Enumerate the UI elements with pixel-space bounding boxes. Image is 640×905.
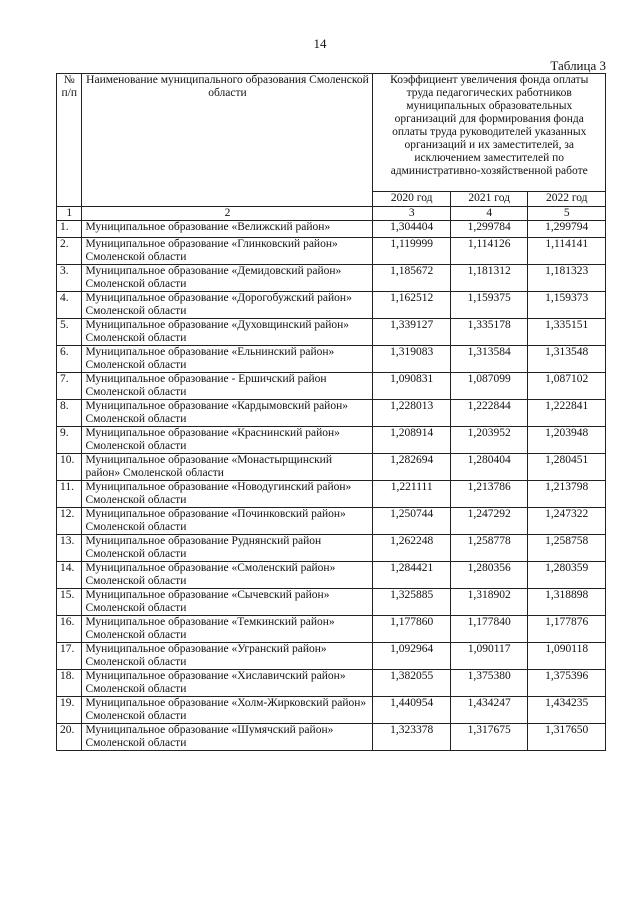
value-2021: 1,181312 <box>450 265 528 292</box>
value-2022: 1,280451 <box>528 454 606 481</box>
header-coefficient: Коэффициент увеличения фонда оплаты труда педагогических работников муниципальных образовательных организаций для формирования фонда оплаты труда руководителей указанных организаций и их заместителей, за исключением заместителей по административно-хозяйственной работе <box>373 74 606 192</box>
row-number: 7. <box>57 373 82 400</box>
value-2022: 1,299794 <box>528 221 606 238</box>
column-number: 2 <box>82 207 373 221</box>
value-2020: 1,185672 <box>373 265 451 292</box>
municipality-name: Муниципальное образование «Кардымовский район» Смоленской области <box>82 400 373 427</box>
header-year-2021: 2021 год <box>450 192 528 207</box>
row-number: 14. <box>57 562 82 589</box>
value-2020: 1,228013 <box>373 400 451 427</box>
value-2020: 1,092964 <box>373 643 451 670</box>
municipality-name: Муниципальное образование «Ельнинский район» Смоленской области <box>82 346 373 373</box>
value-2022: 1,181323 <box>528 265 606 292</box>
row-number: 4. <box>57 292 82 319</box>
value-2021: 1,159375 <box>450 292 528 319</box>
value-2022: 1,177876 <box>528 616 606 643</box>
table-row <box>57 319 606 346</box>
value-2020: 1,304404 <box>373 221 451 238</box>
municipality-name: Муниципальное образование «Краснинский район» Смоленской области <box>82 427 373 454</box>
row-number: 3. <box>57 265 82 292</box>
value-2022: 1,280359 <box>528 562 606 589</box>
row-number: 6. <box>57 346 82 373</box>
value-2020: 1,090831 <box>373 373 451 400</box>
value-2022: 1,213798 <box>528 481 606 508</box>
header-num: № п/п <box>57 74 82 207</box>
header-year-2022: 2022 год <box>528 192 606 207</box>
table-row <box>57 616 606 643</box>
municipality-name: Муниципальное образование «Духовщинский район» Смоленской области <box>82 319 373 346</box>
value-2021: 1,213786 <box>450 481 528 508</box>
row-number: 20. <box>57 724 82 751</box>
value-2020: 1,208914 <box>373 427 451 454</box>
municipality-name: Муниципальное образование «Дорогобужский район» Смоленской области <box>82 292 373 319</box>
value-2020: 1,250744 <box>373 508 451 535</box>
table-row <box>57 221 606 238</box>
row-number: 1. <box>57 221 82 238</box>
table-row <box>57 670 606 697</box>
value-2021: 1,313584 <box>450 346 528 373</box>
value-2020: 1,221111 <box>373 481 451 508</box>
table-row <box>57 724 606 751</box>
municipality-name: Муниципальное образование «Холм-Жирковский район» Смоленской области <box>82 697 373 724</box>
value-2021: 1,280356 <box>450 562 528 589</box>
table-row <box>57 400 606 427</box>
row-number: 13. <box>57 535 82 562</box>
municipality-name: Муниципальное образование «Глинковский район» Смоленской области <box>82 238 373 265</box>
value-2020: 1,440954 <box>373 697 451 724</box>
municipality-name: Муниципальное образование «Демидовский район» Смоленской области <box>82 265 373 292</box>
value-2020: 1,325885 <box>373 589 451 616</box>
municipality-name: Муниципальное образование Руднянский район Смоленской области <box>82 535 373 562</box>
column-number: 1 <box>57 207 82 221</box>
table-body <box>57 221 606 751</box>
value-2021: 1,434247 <box>450 697 528 724</box>
municipality-name: Муниципальное образование «Починковский район» Смоленской области <box>82 508 373 535</box>
column-number: 5 <box>528 207 606 221</box>
value-2021: 1,203952 <box>450 427 528 454</box>
row-number: 16. <box>57 616 82 643</box>
table-row <box>57 427 606 454</box>
value-2020: 1,382055 <box>373 670 451 697</box>
value-2021: 1,335178 <box>450 319 528 346</box>
table-row <box>57 562 606 589</box>
municipality-name: Муниципальное образование «Монастырщинский район» Смоленской области <box>82 454 373 481</box>
value-2022: 1,313548 <box>528 346 606 373</box>
value-2022: 1,090118 <box>528 643 606 670</box>
value-2020: 1,319083 <box>373 346 451 373</box>
value-2021: 1,299784 <box>450 221 528 238</box>
value-2021: 1,375380 <box>450 670 528 697</box>
value-2021: 1,114126 <box>450 238 528 265</box>
value-2021: 1,247292 <box>450 508 528 535</box>
table-row <box>57 481 606 508</box>
value-2021: 1,258778 <box>450 535 528 562</box>
municipality-name: Муниципальное образование «Новодугинский район» Смоленской области <box>82 481 373 508</box>
table-row <box>57 346 606 373</box>
table-row <box>57 454 606 481</box>
value-2022: 1,159373 <box>528 292 606 319</box>
table-row <box>57 589 606 616</box>
row-number: 10. <box>57 454 82 481</box>
table-row <box>57 643 606 670</box>
value-2022: 1,247322 <box>528 508 606 535</box>
column-number: 4 <box>450 207 528 221</box>
value-2021: 1,087099 <box>450 373 528 400</box>
municipality-name: Муниципальное образование «Шумячский район» Смоленской области <box>82 724 373 751</box>
table-row <box>57 292 606 319</box>
value-2022: 1,318898 <box>528 589 606 616</box>
value-2021: 1,317675 <box>450 724 528 751</box>
table-row <box>57 373 606 400</box>
municipality-name: Муниципальное образование «Угранский район» Смоленской области <box>82 643 373 670</box>
municipality-name: Муниципальное образование «Темкинский район» Смоленской области <box>82 616 373 643</box>
value-2022: 1,087102 <box>528 373 606 400</box>
value-2022: 1,335151 <box>528 319 606 346</box>
value-2021: 1,090117 <box>450 643 528 670</box>
value-2022: 1,317650 <box>528 724 606 751</box>
value-2020: 1,162512 <box>373 292 451 319</box>
row-number: 2. <box>57 238 82 265</box>
value-2020: 1,323378 <box>373 724 451 751</box>
table-row <box>57 697 606 724</box>
value-2022: 1,114141 <box>528 238 606 265</box>
row-number: 18. <box>57 670 82 697</box>
value-2021: 1,318902 <box>450 589 528 616</box>
header-name: Наименование муниципального образования Смоленской области <box>82 74 373 207</box>
value-2022: 1,258758 <box>528 535 606 562</box>
row-number: 17. <box>57 643 82 670</box>
row-number: 15. <box>57 589 82 616</box>
value-2020: 1,284421 <box>373 562 451 589</box>
header-year-2020: 2020 год <box>373 192 451 207</box>
row-number: 19. <box>57 697 82 724</box>
municipality-name: Муниципальное образование «Хиславичский район» Смоленской области <box>82 670 373 697</box>
value-2022: 1,203948 <box>528 427 606 454</box>
row-number: 12. <box>57 508 82 535</box>
table-row <box>57 238 606 265</box>
value-2020: 1,262248 <box>373 535 451 562</box>
row-number: 9. <box>57 427 82 454</box>
value-2021: 1,177840 <box>450 616 528 643</box>
value-2022: 1,222841 <box>528 400 606 427</box>
municipality-name: Муниципальное образование - Ершичский район Смоленской области <box>82 373 373 400</box>
table-row <box>57 265 606 292</box>
coefficients-table <box>56 73 606 751</box>
value-2022: 1,434235 <box>528 697 606 724</box>
page-number: 14 <box>313 36 327 51</box>
value-2020: 1,119999 <box>373 238 451 265</box>
table-row <box>57 535 606 562</box>
row-number: 8. <box>57 400 82 427</box>
value-2020: 1,177860 <box>373 616 451 643</box>
municipality-name: Муниципальное образование «Смоленский район» Смоленской области <box>82 562 373 589</box>
value-2021: 1,280404 <box>450 454 528 481</box>
table-row <box>57 508 606 535</box>
column-number: 3 <box>373 207 451 221</box>
value-2021: 1,222844 <box>450 400 528 427</box>
municipality-name: Муниципальное образование «Велижский район» <box>82 221 373 238</box>
table-caption: Таблица 3 <box>550 58 606 73</box>
value-2020: 1,282694 <box>373 454 451 481</box>
row-number: 5. <box>57 319 82 346</box>
row-number: 11. <box>57 481 82 508</box>
value-2022: 1,375396 <box>528 670 606 697</box>
municipality-name: Муниципальное образование «Сычевский район» Смоленской области <box>82 589 373 616</box>
value-2020: 1,339127 <box>373 319 451 346</box>
